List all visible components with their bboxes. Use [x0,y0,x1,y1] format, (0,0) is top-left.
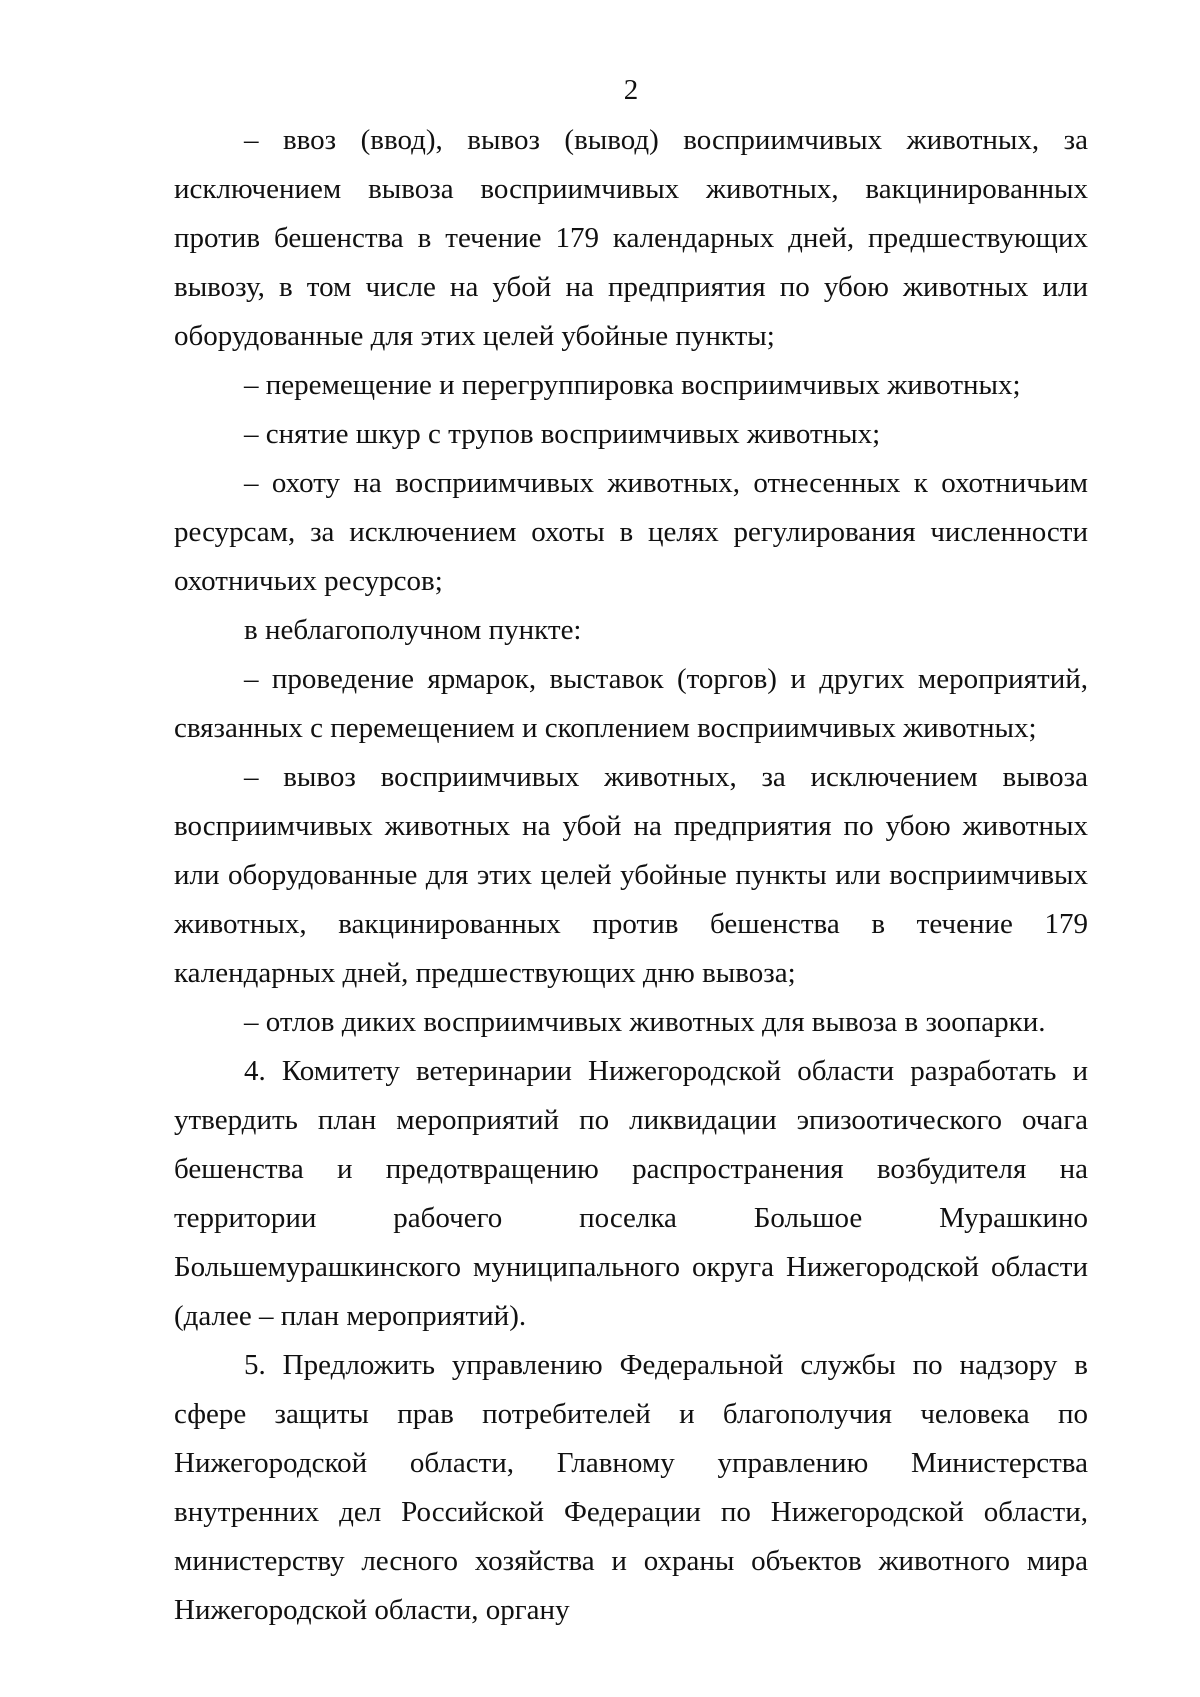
page-number: 2 [623,74,639,106]
document-body [174,116,1088,1635]
paragraph-capture-ban: – отлов диких восприимчивых животных для вывоза в зоопарки. [244,1006,1046,1038]
paragraph-fairs-ban: – проведение ярмарок, выставок (торгов) и других мероприятий, связанных с перемещением и скоплением восприимчивых животных; [174,663,1088,744]
paragraph-regrouping-ban: – перемещение и перегруппировка восприимчивых животных; [244,369,1021,401]
paragraph-item-4: 4. Комитету ветеринарии Нижегородской области разработать и утвердить план мероприятий по ликвидации эпизоотического очага бешенства и предотвращению распространения возбудителя на территории рабочего поселка Большое Мурашкино Большемурашкинского муниципального округа Нижегородской области (далее – план мероприятий). [174,1055,1088,1332]
paragraph-import-export-ban: – ввоз (ввод), вывоз (вывод) восприимчивых животных, за исключением вывоза восприимчивых животных, вакцинированных против бешенства в течение 179 календарных дней, предшествующих вывозу, в том числе на убой на предприятия по убою животных или оборудованные для этих целей убойные пункты; [174,124,1088,352]
paragraph-unfavorable-point-heading: в неблагополучном пункте: [244,614,582,646]
paragraph-removal-ban: – вывоз восприимчивых животных, за исключением вывоза восприимчивых животных на убой на предприятия по убою животных или оборудованные для этих целей убойные пункты или восприимчивых животных, вакцинированных против бешенства в течение 179 календарных дней, предшествующих дню вывоза; [174,761,1088,989]
paragraph-hunting-ban: – охоту на восприимчивых животных, отнесенных к охотничьим ресурсам, за исключением охоты в целях регулирования численности охотничьих ресурсов; [174,467,1088,597]
paragraph-skinning-ban: – снятие шкур с трупов восприимчивых животных; [244,418,881,450]
paragraph-item-5: 5. Предложить управлению Федеральной службы по надзору в сфере защиты прав потребителей и благополучия человека по Нижегородской области, Главному управлению Министерства внутренних дел Российской Федерации по Нижегородской области, министерству лесного хозяйства и охраны объектов животного мира Нижегородской области, органу [174,1349,1088,1626]
